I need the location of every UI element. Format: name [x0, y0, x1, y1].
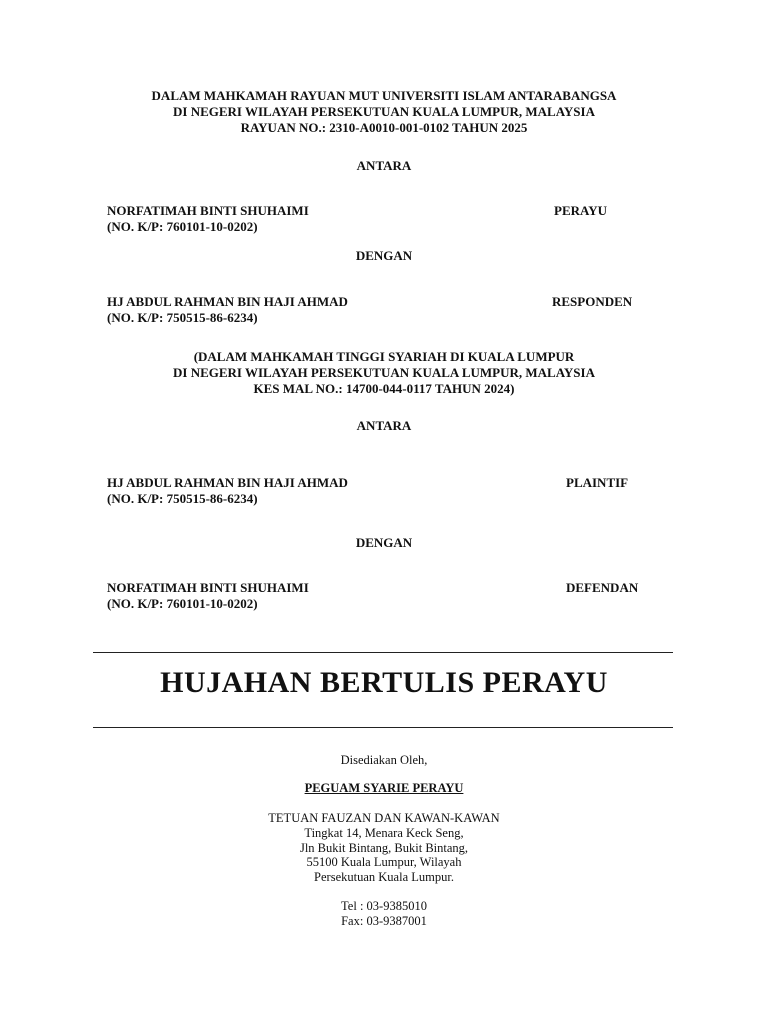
plaintiff-name: HJ ABDUL RAHMAN BIN HAJI AHMAD: [107, 475, 348, 490]
fax: Fax: 03-9387001: [341, 914, 427, 928]
appellant-ic: (NO. K/P: 760101-10-0202): [107, 219, 258, 234]
telephone: Tel : 03-9385010: [341, 899, 427, 913]
title-top-rule: [93, 652, 673, 653]
court-header-line-1: DALAM MAHKAMAH RAYUAN MUT UNIVERSITI ISLAM ANTARABANGSA: [151, 88, 617, 103]
defendant-ic: (NO. K/P: 760101-10-0202): [107, 596, 258, 611]
defendant-name: NORFATIMAH BINTI SHUHAIMI: [107, 580, 309, 595]
respondent-role: RESPONDEN: [552, 294, 633, 309]
antara-label: ANTARA: [356, 158, 412, 173]
appellant-role: PERAYU: [554, 203, 607, 218]
court-header-line-2: DI NEGERI WILAYAH PERSEKUTUAN KUALA LUMPUR, MALAYSIA: [173, 104, 595, 119]
address-line-1: Tingkat 14, Menara Keck Seng,: [304, 826, 464, 840]
antara-label-2: ANTARA: [356, 418, 412, 433]
dengan-label: DENGAN: [355, 248, 413, 263]
firm-name: TETUAN FAUZAN DAN KAWAN-KAWAN: [268, 811, 500, 825]
document-title: HUJAHAN BERTULIS PERAYU: [160, 666, 608, 699]
title-bottom-rule: [93, 727, 673, 728]
address-line-3: 55100 Kuala Lumpur, Wilayah: [306, 855, 462, 869]
dengan-label-2: DENGAN: [355, 535, 413, 550]
case-number: KES MAL NO.: 14700-044-0117 TAHUN 2024): [253, 381, 515, 396]
respondent-ic: (NO. K/P: 750515-86-6234): [107, 310, 258, 325]
defendant-role: DEFENDAN: [566, 580, 639, 595]
appeal-number: RAYUAN NO.: 2310-A0010-001-0102 TAHUN 2025: [240, 120, 528, 135]
address-line-2: Jln Bukit Bintang, Bukit Bintang,: [299, 841, 469, 855]
lower-court-line-1: (DALAM MAHKAMAH TINGGI SYARIAH DI KUALA LUMPUR: [193, 349, 575, 364]
address-line-4: Persekutuan Kuala Lumpur.: [314, 870, 454, 884]
plaintiff-role: PLAINTIF: [566, 475, 629, 490]
plaintiff-ic: (NO. K/P: 750515-86-6234): [107, 491, 258, 506]
counsel-title: PEGUAM SYARIE PERAYU: [304, 781, 464, 795]
appellant-name: NORFATIMAH BINTI SHUHAIMI: [107, 203, 309, 218]
counsel-line: [0, 781, 768, 796]
respondent-name: HJ ABDUL RAHMAN BIN HAJI AHMAD: [107, 294, 348, 309]
lower-court-line-2: DI NEGERI WILAYAH PERSEKUTUAN KUALA LUMPUR, MALAYSIA: [173, 365, 595, 380]
prepared-by-label: Disediakan Oleh,: [340, 753, 428, 767]
